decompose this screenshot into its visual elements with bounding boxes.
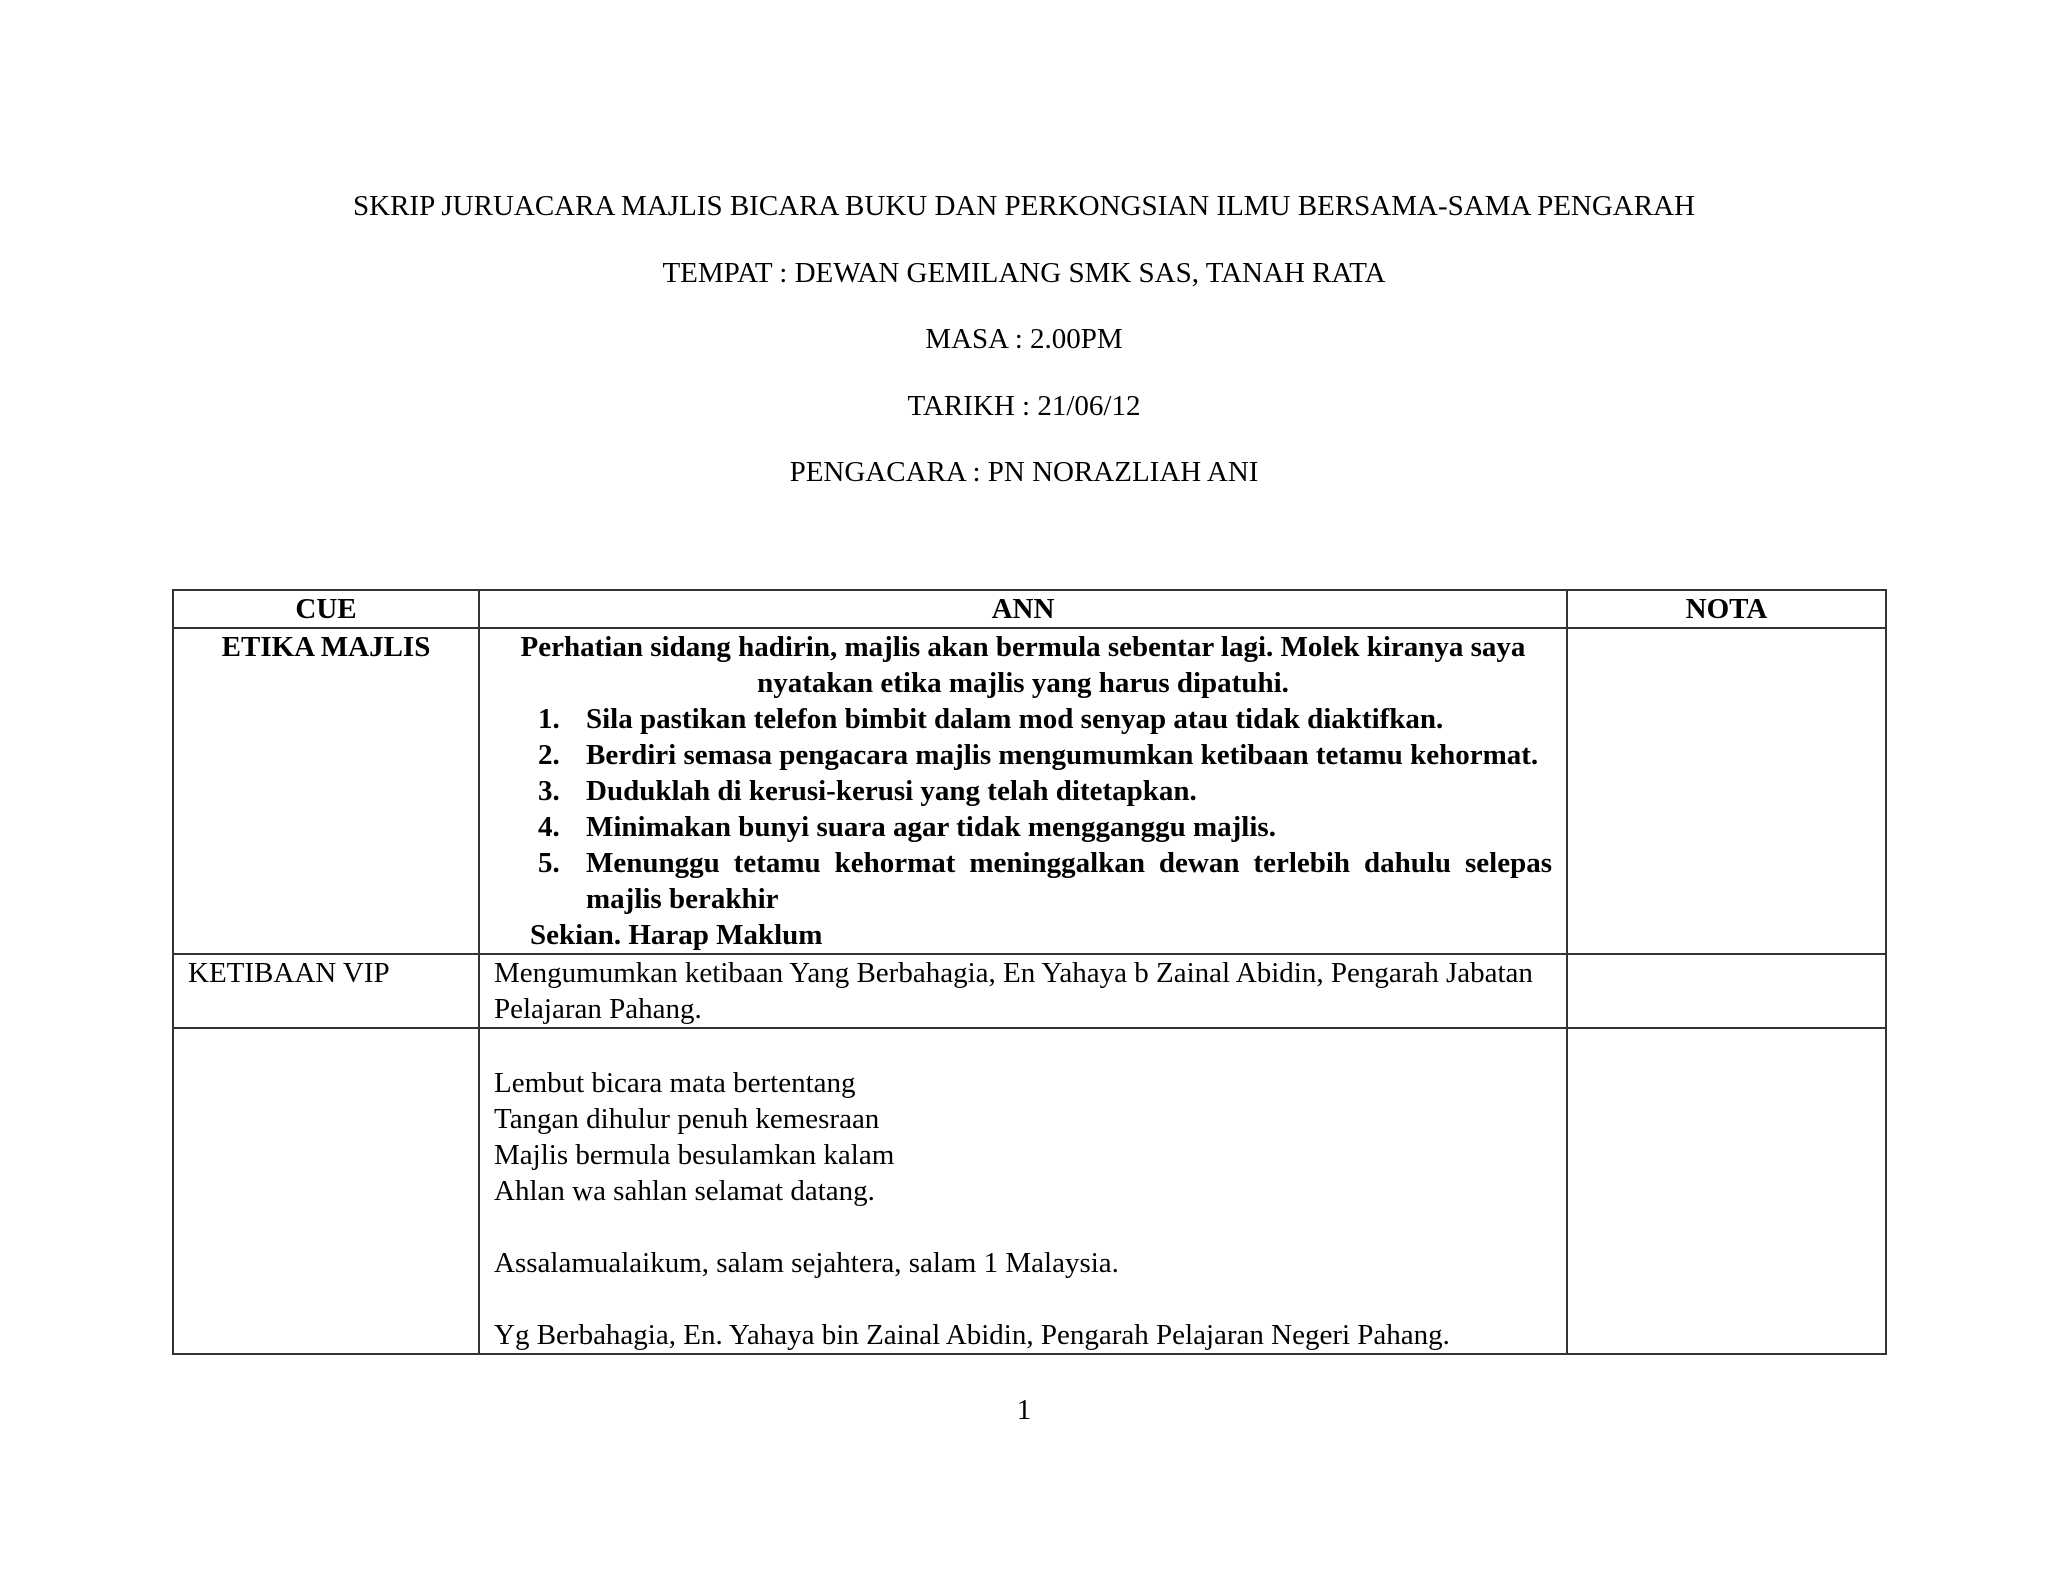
list-item-text: Menunggu tetamu kehormat meninggalkan dewan terlebih dahulu selepas majlis berakhir: [586, 847, 1552, 915]
host-line: PENGACARA : PN NORAZLIAH ANI: [789, 456, 1259, 488]
poem-line: Tangan dihulur penuh kemesraan: [494, 1103, 880, 1135]
nota-cell: [1567, 954, 1886, 1028]
greeting-line: Assalamualaikum, salam sejahtera, salam 1 Malaysia.: [494, 1247, 1119, 1279]
time-line: MASA : 2.00PM: [925, 323, 1123, 355]
column-header-ann: ANN: [479, 590, 1567, 628]
cue-cell: ETIKA MAJLIS: [173, 628, 479, 954]
poem-line: Lembut bicara mata bertentang: [494, 1067, 856, 1099]
list-item: [530, 701, 1552, 737]
table-header-row: [173, 590, 1886, 628]
column-header-cue: CUE: [173, 590, 479, 628]
venue-line: TEMPAT : DEWAN GEMILANG SMK SAS, TANAH RATA: [662, 257, 1386, 289]
nota-cell: [1567, 628, 1886, 954]
list-item-text: Duduklah di kerusi-kerusi yang telah ditetapkan.: [586, 775, 1197, 807]
etiquette-closing: Sekian. Harap Maklum: [530, 919, 823, 951]
date-line: TARIKH : 21/06/12: [907, 390, 1141, 422]
list-item-number: 3.: [538, 775, 560, 807]
ann-cell: [479, 1028, 1567, 1354]
table-row: [173, 954, 1886, 1028]
list-item: [530, 809, 1552, 845]
list-item-number: 5.: [538, 847, 560, 879]
cue-cell: KETIBAAN VIP: [173, 954, 479, 1028]
column-header-nota: NOTA: [1567, 590, 1886, 628]
etiquette-rules-list: [494, 701, 1552, 917]
document-title: SKRIP JURUACARA MAJLIS BICARA BUKU DAN PERKONGSIAN ILMU BERSAMA-SAMA PENGARAH: [353, 190, 1695, 222]
welcome-poem: [494, 1029, 1552, 1209]
poem-line: Majlis bermula besulamkan kalam: [494, 1139, 895, 1171]
page-number: 1: [1016, 1394, 1032, 1426]
ann-cell: Mengumumkan ketibaan Yang Berbahagia, En Yahaya b Zainal Abidin, Pengarah Jabatan Pelajaran Pahang.: [479, 954, 1567, 1028]
list-item-number: 2.: [538, 739, 560, 771]
address-line: Yg Berbahagia, En. Yahaya bin Zainal Abidin, Pengarah Pelajaran Negeri Pahang.: [494, 1319, 1450, 1351]
ann-cell: [479, 628, 1567, 954]
nota-cell: [1567, 1028, 1886, 1354]
list-item: [530, 845, 1552, 917]
table-row: [173, 628, 1886, 954]
poem-line: Ahlan wa sahlan selamat datang.: [494, 1175, 875, 1207]
script-table: [172, 589, 1887, 1355]
cue-cell: [173, 1028, 479, 1354]
list-item-number: 1.: [538, 703, 560, 735]
list-item-text: Minimakan bunyi suara agar tidak mengganggu majlis.: [586, 811, 1276, 843]
table-row: [173, 1028, 1886, 1354]
list-item-text: Berdiri semasa pengacara majlis mengumumkan ketibaan tetamu kehormat.: [586, 739, 1539, 771]
list-item: [530, 773, 1552, 809]
list-item: [530, 737, 1552, 773]
list-item-text: Sila pastikan telefon bimbit dalam mod senyap atau tidak diaktifkan.: [586, 703, 1444, 735]
etiquette-intro: Perhatian sidang hadirin, majlis akan bermula sebentar lagi. Molek kiranya saya nyatakan etika majlis yang harus dipatuhi.: [520, 631, 1526, 699]
list-item-number: 4.: [538, 811, 560, 843]
